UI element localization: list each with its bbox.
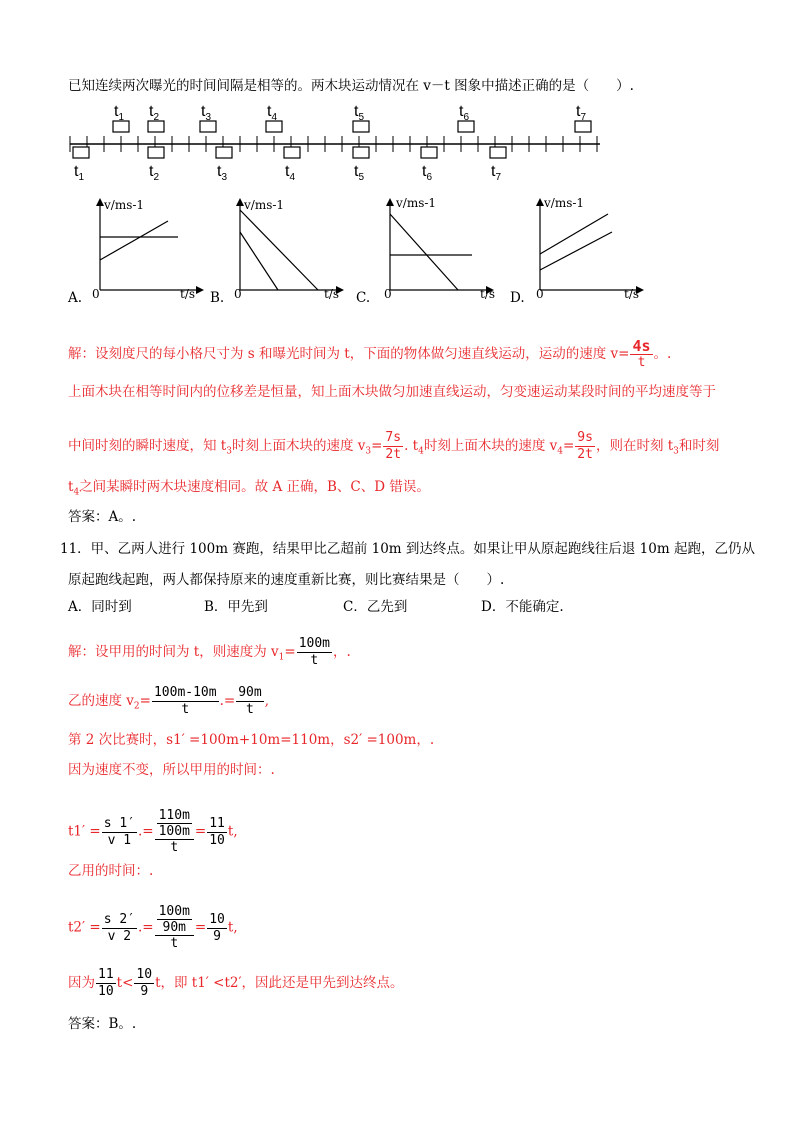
- bottom-block-label: $t_1$: [74, 163, 85, 183]
- graph-c-falling-line: [390, 214, 458, 290]
- graph-b: [236, 198, 344, 294]
- graph-a-origin: 0: [92, 287, 100, 301]
- q11-option-a: A．同时到: [68, 599, 132, 615]
- top-block-label: $t_5$: [354, 103, 365, 123]
- option-b-label: B.: [210, 290, 225, 306]
- top-block-label: $t_3$: [201, 103, 212, 123]
- graph-d-origin: 0: [536, 287, 544, 301]
- bottom-block: [284, 147, 300, 158]
- bottom-block: [490, 147, 506, 158]
- top-block-label: $t_1$: [114, 103, 125, 123]
- graph-a: [96, 198, 204, 294]
- bottom-block-label: $t_7$: [491, 163, 502, 183]
- q11-option-b: B．甲先到: [204, 599, 268, 615]
- photo-strip-diagram: [60, 100, 620, 190]
- bottom-block-label: $t_2$: [149, 163, 160, 183]
- graph-b-ylabel: v/ms-1: [244, 198, 285, 212]
- graph-d-line-1: [540, 214, 608, 254]
- top-block-label: $t_6$: [459, 103, 470, 123]
- q11-option-c: C．乙先到: [343, 599, 408, 615]
- bottom-block: [421, 147, 437, 158]
- graph-c-xlabel: t/s: [480, 287, 496, 301]
- q11-stem-line2: 原起跑线起跑，两人都保持原来的速度重新比赛，则比赛结果是（ ）.: [68, 572, 505, 588]
- graph-d-xlabel: t/s: [624, 287, 640, 301]
- solution11-line8: 因为 $\frac{11}{10}$ t< $\frac{10}{9}$ t，即 t1′ <t2′，因此还是甲先到达终点。: [68, 967, 404, 999]
- q11-option-d: D．不能确定.: [481, 599, 564, 615]
- bottom-block-label: $t_4$: [285, 163, 296, 183]
- bottom-block-label: $t_5$: [354, 163, 365, 183]
- solution10-line2: 上面木块在相等时间内的位移差是恒量，知上面木块做匀加速直线运动，匀变速运动某段时间的平均速度等于: [68, 384, 716, 400]
- solution11-line3: 第 2 次比赛时，s1′ =100m+10m=110m，s2′ =100m，.: [68, 732, 435, 748]
- question-intro: 已知连续两次曝光的时间间隔是相等的。两木块运动情况在 v－t 图象中描述正确的是（ ）.: [68, 78, 634, 94]
- option-d-label: D.: [510, 290, 525, 306]
- graph-a-ylabel: v/ms-1: [104, 198, 145, 212]
- graph-d-line-2: [540, 232, 612, 270]
- option-c-label: C.: [356, 290, 371, 306]
- graph-d: [536, 198, 644, 294]
- graph-c: [386, 198, 494, 294]
- solution11-line1: 解：设甲用的时间为 t，则速度为 $v_1=$ $\frac{100m}{t}$ ，.: [68, 636, 351, 668]
- graph-b-line-2: [240, 232, 278, 290]
- bottom-block-label: $t_3$: [217, 163, 228, 183]
- solution11-line5: t1′ = $\frac{s 1'}{v 1}$ .= 110m 100m t = $\frac{11}{10}$ t,: [68, 808, 238, 855]
- top-block-label: $t_4$: [267, 103, 278, 123]
- solution10-line4: $t_4$之间某瞬时两木块速度相同。故 A 正确，B、C、D 错误。: [68, 479, 430, 498]
- bottom-block: [353, 147, 369, 158]
- top-block-label: $t_2$: [149, 103, 160, 123]
- bottom-block: [216, 147, 232, 158]
- graph-c-origin: 0: [384, 287, 392, 301]
- solution10-line3: 中间时刻的瞬时速度，知 $t_3$时刻上面木块的速度 $v_3=$ $\frac{7s}{2t}$ . $t_4$时刻上面木块的速度 $v_4=$ $\frac{9s}{2t}$ ，则在时刻 $t_3$和时刻: [68, 430, 720, 462]
- solution11-line6: 乙用的时间：.: [68, 863, 154, 879]
- solution11-line2: 乙的速度 $v_2=$ $\frac{100m-10m}{t}$ .= $\frac{90m}{t}$ ,: [68, 685, 269, 717]
- bottom-block-label: $t_6$: [422, 163, 433, 183]
- solution11-line7: t2′ = $\frac{s 2'}{v 2}$ .= 100m 90m t = $\frac{10}{9}$ t,: [68, 904, 238, 951]
- top-block-label: $t_7$: [576, 103, 587, 123]
- bottom-block: [148, 147, 164, 158]
- option-a-label: A.: [68, 290, 83, 306]
- graph-a-xlabel: t/s: [180, 287, 196, 301]
- graph-a-rising-line: [100, 221, 168, 260]
- graph-b-xlabel: t/s: [324, 287, 340, 301]
- graph-c-ylabel: v/ms-1: [396, 196, 437, 210]
- graph-b-origin: 0: [234, 287, 242, 301]
- solution11-line4: 因为速度不变，所以甲用的时间：.: [68, 762, 275, 778]
- answer11: 答案：B。.: [68, 1016, 137, 1032]
- answer10: 答案：A。.: [68, 509, 137, 525]
- q11-stem-line1: 11．甲、乙两人进行 100m 赛跑，结果甲比乙超前 10m 到达终点。如果让甲从原起跑线往后退 10m 起跑，乙仍从: [60, 541, 755, 557]
- graph-d-ylabel: v/ms-1: [544, 196, 585, 210]
- bottom-block: [73, 147, 89, 158]
- solution10-line1: 解：设刻度尺的每小格尺寸为 s 和曝光时间为 t，下面的物体做匀速直线运动，运动的速度 v= $\frac{4s}{t}$ 。.: [68, 337, 672, 370]
